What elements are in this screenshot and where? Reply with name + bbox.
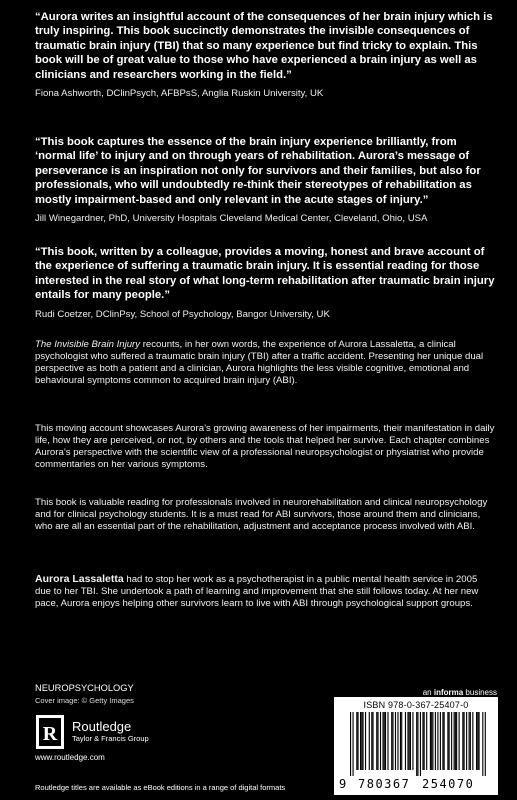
barcode-bar [422,712,423,770]
barcode-left-digits: 780367 [358,777,411,791]
barcode-bar [479,712,480,770]
barcode-bar [416,712,417,776]
barcode-lead-digit: 9 [339,777,348,791]
barcode-bar [451,712,452,770]
cover-image-credit: Cover image: © Getty Images [35,696,134,705]
description-paragraph-2: This moving account showcases Aurora’s growing awareness of her impairments, their manifestation in daily life, how they are perceived, or not, by others and the tools that helped her survive. Each chapter combines Aurora’s perspective with the scientific view of a professional neuropsychologist or physiatrist who provide commentaries on her various symptoms. [35,423,495,471]
publisher-block [72,720,149,743]
barcode-bar [476,712,477,770]
barcode-bar [449,712,450,770]
barcode-bar [405,712,406,770]
barcode-bar [482,712,483,776]
endorsement-2-attribution: Jill Winegardner, PhD, University Hospitals Cleveland Medical Center, Cleveland, Ohio, USA [35,213,428,225]
barcode-bar [376,712,377,770]
barcode-area [334,697,498,795]
barcode-bar [410,712,411,770]
informa-prefix: an [422,688,434,697]
barcode-bar [435,712,436,770]
barcode-bar [356,712,357,770]
barcode-bar [472,712,473,770]
barcode-bar [430,712,431,770]
barcode-bar [444,712,445,770]
barcode-bar [380,712,381,770]
isbn-number: ISBN 978-0-367-25407-0 [363,700,469,710]
author-bio [35,573,495,610]
barcode-bar [360,712,361,770]
subject-category: NEUROPSYCHOLOGY [35,683,134,693]
barcode-bar [440,712,441,770]
barcode-bar [362,712,363,770]
ebook-availability-note: Routledge titles are available as eBook editions in a range of digital formats [35,783,286,792]
barcode-bar [401,712,402,770]
barcode-bar [384,712,385,770]
author-bio-text: had to stop her work as a psychotherapist in a public mental health service in 2005 due to her TBI. She undertook a path of learning and improvement that she still follows today. At her new pace, Aurora enjoys helping other survivors learn to live with ABI through psychological support groups. [35,574,479,610]
barcode-bar [412,712,413,770]
barcode-bar [377,712,378,770]
barcode-right-digits: 254070 [422,777,475,791]
barcode-bar [447,712,448,770]
barcode-bar [369,712,370,770]
barcode-bar [407,712,408,770]
description-paragraph-1-text: recounts, in her own words, the experience of Aurora Lassaletta, a clinical psychologist who suffered a traumatic brain injury (TBI) after a traffic accident. Presenting her unique dual perspective as both a patient and a clinician, Aurora highlights the less visible cognitive, emotional and behavioural symptoms common to acquired brain injury (ABI). [35,339,484,387]
barcode-bar [420,712,421,776]
barcode-bar [397,712,398,770]
endorsement-3 [35,245,497,321]
barcode-bar [385,712,386,770]
description-paragraph-3: This book is valuable reading for professionals involved in neurorehabilitation and clinical neuropsychology and for clinical psychology students. It is a must read for ABI survivors, those around them and clinicians, who are all an essential part of the rehabilitation, adjustment and acceptance process involved with ABI. [35,497,488,533]
informa-brand: informa [433,688,464,697]
description-paragraph-1 [35,339,495,387]
routledge-logo-icon [35,714,65,750]
publisher-name: Routledge [72,719,132,734]
barcode-bar [365,712,366,770]
barcode-bar [409,712,410,770]
publisher-group: Taylor & Francis Group [72,734,149,743]
barcode-bar [437,712,438,770]
barcode-bar [395,712,396,770]
barcode-bar [442,712,443,770]
barcode-bar [424,712,425,770]
barcode-bar [431,712,432,770]
endorsement-2-text: “This book captures the essence of the brain injury experience brilliantly, from ‘normal life’ to injury and on through years of rehabilitation. Aurora’s message of perseverance is an inspiration not only for survivors and their families, but also for professionals, who will undoubtedly re-think their stereotypes of rehabilitation as mostly impairment-based and only relevant in the acute stages of injury.” [35,136,481,206]
barcode-bar [432,712,433,770]
barcode-bar [456,712,457,770]
endorsement-3-text: “This book, written by a colleague, provides a moving, honest and brave account of the experience of suffering a traumatic brain injury. It is essential reading for those interested in the real story of what long-term rehabilitation after traumatic brain injury entails for many people.” [35,246,495,302]
barcode-bar [464,712,465,770]
barcode-bar [361,712,362,770]
barcode-bar [400,712,401,770]
endorsement-3-attribution: Rudi Coetzer, DClinPsy, School of Psychology, Bangor University, UK [35,308,330,320]
barcode-bar [470,712,471,770]
barcode-bar [350,712,351,776]
book-title: The Invisible Brain Injury [35,339,141,350]
barcode-bar [426,712,427,770]
barcode-bar [392,712,393,770]
barcode-bar [372,712,373,770]
publisher-url[interactable]: www.routledge.com [35,753,105,762]
barcode-bar [353,712,354,776]
barcode-bar [382,712,383,770]
endorsement-1-attribution: Fiona Ashworth, DClinPsych, AFBPsS, Anglia Ruskin University, UK [35,88,324,100]
barcode-bar [454,712,455,770]
author-name: Aurora Lassaletta [35,573,124,585]
barcode-bar [357,712,358,770]
routledge-logo-letter: R [42,723,58,745]
informa-business-line [423,688,497,697]
barcode-bar [477,712,478,770]
barcode-bar [462,712,463,770]
barcode-bars [350,712,486,776]
endorsement-1 [35,10,497,100]
barcode-bar [469,712,470,770]
barcode-bar [459,712,460,770]
barcode-bar [455,712,456,770]
informa-suffix: business [463,688,497,697]
barcode-bar [417,712,418,776]
endorsement-1-text: “Aurora writes an insightful account of the consequences of her brain injury which is truly inspiring. This book succinctly demonstrates the invisible consequences of traumatic brain injury (TBI) that so many experience but find tricky to explain. This book will be of great value to those who have experienced a brain injury as well as clinicians and researchers working in the field.” [35,11,493,81]
barcode-bar [371,712,372,770]
barcode-bar [466,712,467,770]
barcode-bar [387,712,388,770]
endorsement-2 [35,135,497,225]
barcode-bar [485,712,486,776]
barcode-bar [391,712,392,770]
